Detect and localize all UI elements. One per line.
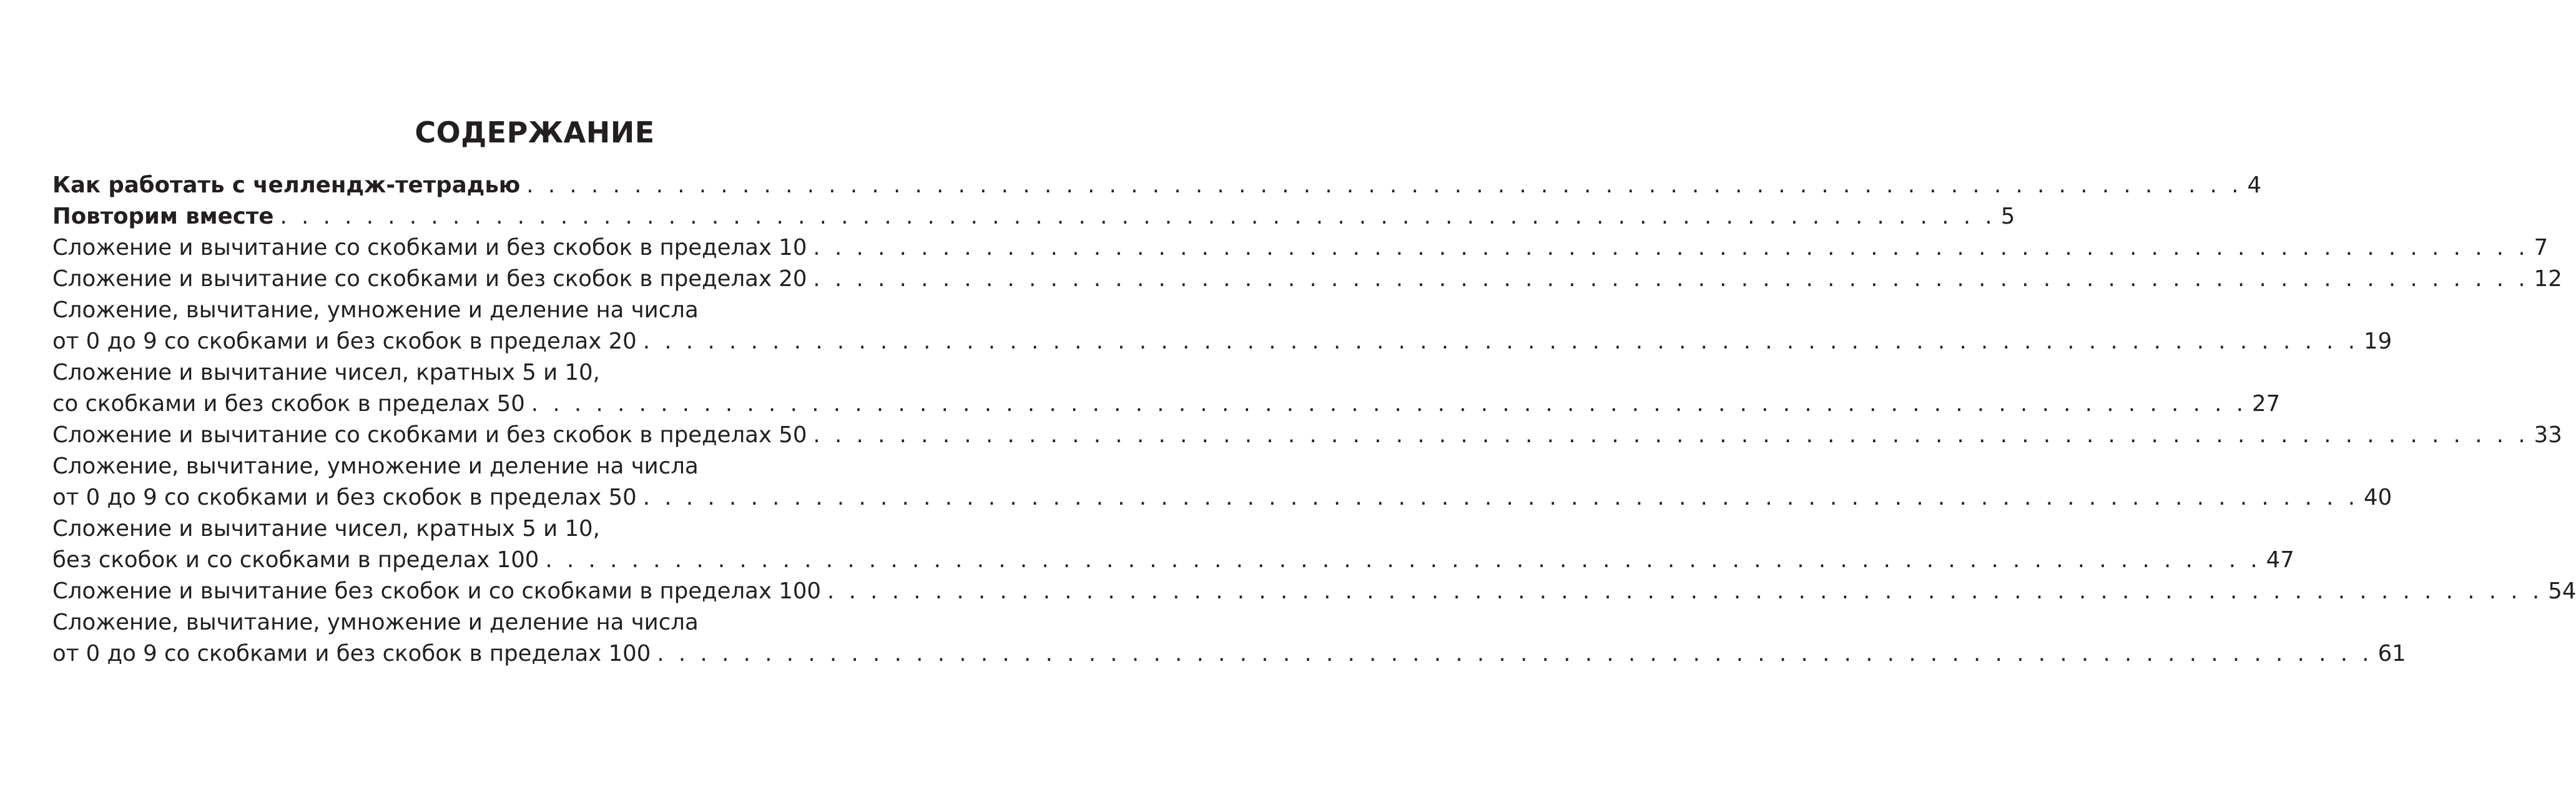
- toc-entry-line: [52, 482, 2392, 513]
- toc-leader-dots: . . . . . . . . . . . . . . . . . . . . . . . . . . . . . . . . . . . . . . . . . . . . . . . . . . . . . . . . . . . . . . . . . . . . . . . . . . . . . . . .: [531, 391, 2248, 417]
- toc-entry-line: [52, 389, 2281, 420]
- toc-page-number: 47: [2266, 547, 2294, 573]
- toc-entry-line: [52, 357, 966, 389]
- toc-entry: [52, 295, 2392, 357]
- toc-entry: [52, 513, 2294, 576]
- toc-leader-dots: . . . . . . . . . . . . . . . . . . . . . . . . . . . . . . . . . . . . . . . . . . . . . . . . . . . . . . . . . . . . . . . . . . . . . . . . . . . . . . . .: [280, 204, 1996, 229]
- toc-entry-title: Как работать с челлендж-тетрадью: [52, 172, 521, 198]
- toc-entry: [52, 420, 2562, 451]
- toc-entry-title: Сложение и вычитание чисел, кратных 5 и 10,: [52, 516, 600, 542]
- toc-entry-line: [52, 170, 2262, 201]
- toc-leader-dots: . . . . . . . . . . . . . . . . . . . . . . . . . . . . . . . . . . . . . . . . . . . . . . . . . . . . . . . . . . . . . . . . . . . . . . . . . . . . . . . .: [642, 329, 2359, 354]
- toc-entry-line: [52, 638, 2406, 670]
- table-of-contents: [52, 170, 2576, 670]
- toc-leader-dots: . . . . . . . . . . . . . . . . . . . . . . . . . . . . . . . . . . . . . . . . . . . . . . . . . . . . . . . . . . . . . . . . . . . . . . . . . . . . . . . .: [545, 547, 2261, 573]
- toc-leader-dots: . . . . . . . . . . . . . . . . . . . . . . . . . . . . . . . . . . . . . . . . . . . . . . . . . . . . . . . . . . . . . . . . . . . . . . . . . . . . . . . .: [813, 266, 2529, 292]
- toc-entry: [52, 232, 2549, 264]
- toc-page-number: 54: [2548, 578, 2576, 604]
- toc-entry: [52, 451, 2392, 513]
- toc-entry-title: со скобками и без скобок в пределах 50: [52, 391, 525, 417]
- toc-entry-title: Сложение, вычитание, умножение и деление на числа: [52, 453, 699, 479]
- toc-entry-title: Сложение, вычитание, умножение и деление на числа: [52, 297, 699, 323]
- toc-page-number: 12: [2534, 266, 2562, 292]
- toc-page-number: 5: [2000, 204, 2015, 229]
- toc-entry: [52, 264, 2562, 295]
- toc-entry: [52, 170, 2262, 201]
- toc-entry: [52, 607, 2406, 670]
- toc-page-number: 7: [2534, 235, 2549, 260]
- toc-entry-title: без скобок и со скобками в пределах 100: [52, 547, 539, 573]
- toc-entry-title: от 0 до 9 со скобками и без скобок в пределах 20: [52, 329, 637, 354]
- toc-leader-dots: . . . . . . . . . . . . . . . . . . . . . . . . . . . . . . . . . . . . . . . . . . . . . . . . . . . . . . . . . . . . . . . . . . . . . . . . . . . . . . . .: [813, 422, 2529, 448]
- toc-entry-title: от 0 до 9 со скобками и без скобок в пределах 50: [52, 485, 637, 510]
- toc-page-number: 33: [2534, 422, 2562, 448]
- toc-leader-dots: . . . . . . . . . . . . . . . . . . . . . . . . . . . . . . . . . . . . . . . . . . . . . . . . . . . . . . . . . . . . . . . . . . . . . . . . . . . . . . . .: [827, 578, 2544, 604]
- toc-page-number: 61: [2377, 641, 2406, 666]
- toc-page-number: 40: [2364, 485, 2392, 510]
- toc-leader-dots: . . . . . . . . . . . . . . . . . . . . . . . . . . . . . . . . . . . . . . . . . . . . . . . . . . . . . . . . . . . . . . . . . . . . . . . . . . . . . . . .: [526, 172, 2243, 198]
- toc-entry-line: [52, 420, 2562, 451]
- toc-entry-line: [52, 201, 2015, 232]
- toc-entry-title: Сложение и вычитание со скобками и без скобок в пределах 50: [52, 422, 807, 448]
- toc-entry-title: Сложение и вычитание со скобками и без скобок в пределах 10: [52, 235, 807, 260]
- toc-entry-title: Сложение, вычитание, умножение и деление на числа: [52, 610, 699, 635]
- toc-entry: [52, 357, 2281, 420]
- toc-entry-title: Сложение и вычитание со скобками и без скобок в пределах 20: [52, 266, 807, 292]
- toc-entry-title: Сложение и вычитание чисел, кратных 5 и 10,: [52, 360, 600, 385]
- toc-leader-dots: . . . . . . . . . . . . . . . . . . . . . . . . . . . . . . . . . . . . . . . . . . . . . . . . . . . . . . . . . . . . . . . . . . . . . . . . . . . . . . . .: [642, 485, 2359, 510]
- toc-entry-line: [52, 295, 966, 326]
- toc-entry-title: Повторим вместе: [52, 204, 274, 229]
- toc-leader-dots: . . . . . . . . . . . . . . . . . . . . . . . . . . . . . . . . . . . . . . . . . . . . . . . . . . . . . . . . . . . . . . . . . . . . . . . . . . . . . . . .: [657, 641, 2373, 666]
- page-title: СОДЕРЖАНИЕ: [415, 116, 655, 149]
- toc-page-number: 27: [2252, 391, 2281, 417]
- toc-entry-title: от 0 до 9 со скобками и без скобок в пределах 100: [52, 641, 651, 666]
- toc-entry: [52, 576, 2576, 607]
- toc-entry-line: [52, 232, 2549, 264]
- toc-entry-line: [52, 576, 2576, 607]
- toc-entry-line: [52, 513, 966, 545]
- toc-entry: [52, 201, 2015, 232]
- toc-entry-title: Сложение и вычитание без скобок и со скобками в пределах 100: [52, 578, 821, 604]
- toc-entry-line: [52, 607, 966, 638]
- toc-leader-dots: . . . . . . . . . . . . . . . . . . . . . . . . . . . . . . . . . . . . . . . . . . . . . . . . . . . . . . . . . . . . . . . . . . . . . . . . . . . . . . . .: [813, 235, 2529, 260]
- toc-entry-line: [52, 264, 2562, 295]
- toc-entry-line: [52, 545, 2294, 576]
- toc-page-number: 4: [2247, 172, 2262, 198]
- toc-page-number: 19: [2364, 329, 2392, 354]
- toc-entry-line: [52, 451, 966, 482]
- toc-entry-line: [52, 326, 2392, 357]
